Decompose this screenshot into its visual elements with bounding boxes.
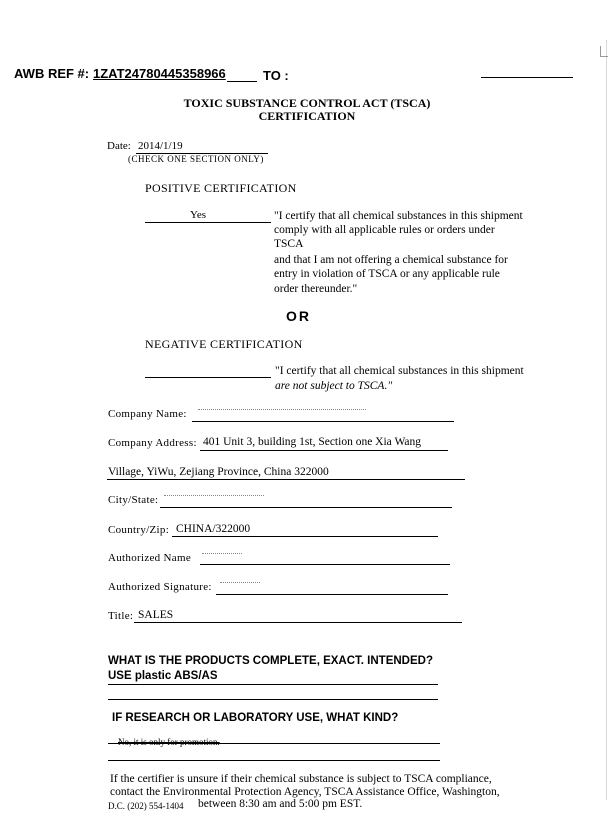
- footer-phone: D.C. (202) 554-1404: [108, 801, 184, 811]
- answer-research-line-2[interactable]: [108, 760, 440, 761]
- page-corner-mark: [600, 46, 608, 57]
- positive-line-1: "I certify that all chemical substances in this shipment: [274, 210, 523, 222]
- authorized-name-line[interactable]: [200, 564, 450, 565]
- answer-products-line-2[interactable]: [108, 699, 438, 700]
- awb-underline: [227, 81, 257, 82]
- footer-hours: between 8:30 am and 5:00 pm EST.: [198, 798, 363, 810]
- country-zip-value: CHINA/322000: [176, 523, 251, 535]
- city-state-redacted: [164, 495, 264, 499]
- country-zip-label: Country/Zip:: [108, 524, 170, 536]
- company-name-label: Company Name:: [108, 408, 187, 420]
- or-separator: OR: [286, 308, 311, 324]
- company-address-line2[interactable]: [107, 479, 465, 480]
- date-label: Date:: [107, 140, 131, 152]
- negative-answer-line: [145, 377, 271, 378]
- positive-line-2: comply with all applicable rules or orders under: [274, 224, 495, 236]
- question-products-intended: WHAT IS THE PRODUCTS COMPLETE, EXACT. INTENDED?: [108, 655, 433, 667]
- authorized-signature-label: Authorized Signature:: [108, 581, 212, 593]
- company-address-line1[interactable]: [200, 450, 448, 451]
- company-name-redacted: [198, 409, 366, 413]
- positive-line-4: and that I am not offering a chemical substance for: [274, 254, 508, 266]
- check-instruction: (CHECK ONE SECTION ONLY): [128, 154, 264, 164]
- positive-line-6: order thereunder.": [274, 283, 358, 295]
- authorized-name-redacted: [202, 553, 242, 557]
- country-zip-line[interactable]: [172, 536, 438, 537]
- authorized-signature-redacted: [220, 582, 260, 586]
- title-value: SALES: [138, 609, 174, 621]
- city-state-label: City/State:: [108, 494, 159, 506]
- question-research-use: IF RESEARCH OR LABORATORY USE, WHAT KIND?: [112, 712, 399, 724]
- awb-value: 1ZAT24780445358966: [93, 66, 226, 81]
- awb-label: AWB REF #:: [14, 66, 90, 81]
- to-field-line: [481, 77, 573, 78]
- footer-line1: If the certifier is unsure if their chemical substance is subject to TSCA compliance,: [110, 773, 492, 785]
- city-state-line[interactable]: [160, 507, 452, 508]
- answer-research-line[interactable]: [108, 743, 440, 744]
- title-line[interactable]: [134, 622, 462, 623]
- company-name-line[interactable]: [192, 421, 454, 422]
- company-address-value2: Village, YiWu, Zejiang Province, China 322000: [108, 466, 329, 478]
- company-address-value1: 401 Unit 3, building 1st, Section one Xia Wang: [203, 436, 421, 448]
- positive-heading: POSITIVE CERTIFICATION: [145, 181, 297, 195]
- positive-line-5: entry in violation of TSCA or any applicable rule: [274, 268, 500, 280]
- title-line2: CERTIFICATION: [258, 109, 356, 123]
- authorized-signature-line[interactable]: [216, 594, 448, 595]
- title-line1: TOXIC SUBSTANCE CONTROL ACT (TSCA): [183, 96, 431, 110]
- company-address-label: Company Address:: [108, 437, 197, 449]
- authorized-name-label: Authorized Name: [108, 552, 191, 564]
- positive-answer-line: [145, 222, 271, 223]
- negative-line-1: "I certify that all chemical substances in this shipment: [275, 365, 524, 377]
- footer-line2: contact the Environmental Protection Agency, TSCA Assistance Office, Washington,: [110, 786, 500, 798]
- page-edge: [606, 40, 608, 800]
- positive-line-3: TSCA: [274, 238, 304, 250]
- negative-heading: NEGATIVE CERTIFICATION: [145, 337, 303, 351]
- answer-research-use: No, it is only for promotion.: [118, 737, 220, 747]
- answer-products-line[interactable]: [108, 684, 438, 685]
- negative-line-2: are not subject to TSCA.": [275, 380, 393, 392]
- to-label: TO :: [263, 68, 289, 83]
- positive-answer: Yes: [190, 209, 207, 221]
- answer-products-intended: USE plastic ABS/AS: [108, 670, 218, 682]
- title-label: Title:: [108, 610, 134, 622]
- date-value: 2014/1/19: [138, 140, 183, 152]
